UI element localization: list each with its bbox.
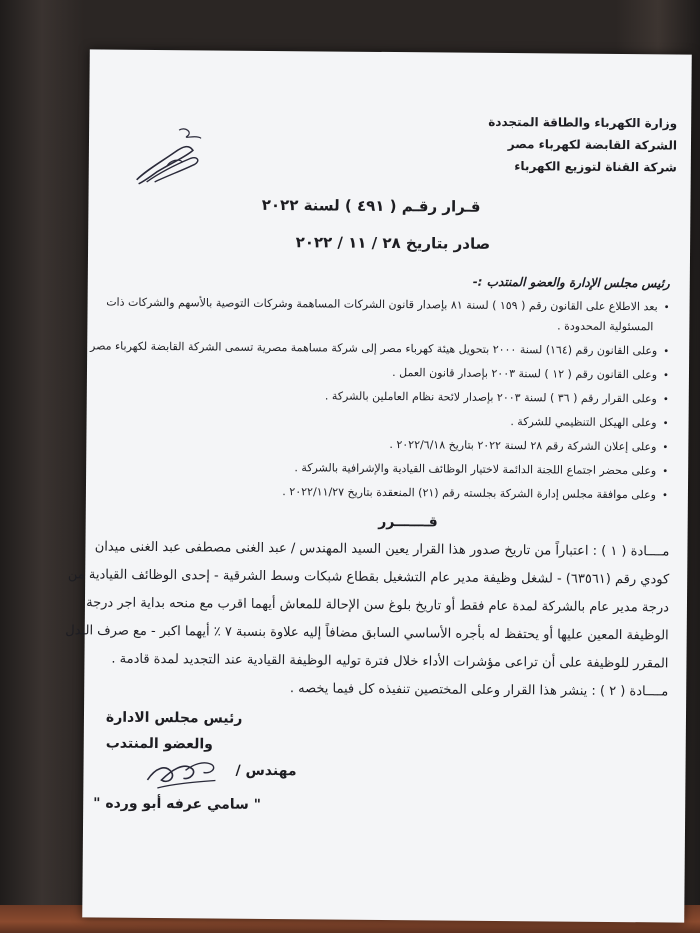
signature-title: رئيس مجلس الادارة bbox=[105, 709, 243, 727]
signature-role: والعضو المنتدب bbox=[105, 735, 213, 753]
consideration-item: •وعلى الهيكل التنظيمي للشركة . bbox=[510, 415, 669, 430]
consideration-item-continued: المسئولية المحدودة . bbox=[557, 319, 654, 334]
consideration-item: •بعد الاطلاع على القانون رقم ( ١٥٩ ) لسنة ٨١ بإصدار قانون الشركات المساهمة وشركات التوصية بالأسهم والشركات ذات bbox=[106, 295, 670, 314]
decision-title: قـرار رقـم ( ٤٩١ ) لسنة ٢٠٢٢ bbox=[261, 195, 481, 216]
article-2-line: مــــادة ( ٢ ) : ينشر هذا القرار وعلى المختصين تنفيذه كل فيما يخصه . bbox=[289, 681, 669, 700]
handwritten-initials-icon bbox=[127, 122, 220, 193]
holding-company-name: الشركة القابضة لكهرباء مصر bbox=[507, 137, 678, 153]
signatory-name: " سامي عرفه أبو ورده " bbox=[93, 795, 262, 813]
consideration-item: •وعلى إعلان الشركة رقم ٢٨ لسنة ٢٠٢٢ بتاريخ ٢٠٢٢/٦/١٨ . bbox=[389, 438, 669, 454]
article-1-line: المقرر للوظيفة على أن تراعى مؤشرات الأداء خلال فترة توليه الوظيفة القيادية عند التجديد لمدة قادمة . bbox=[111, 651, 669, 672]
decision-date: صادر بتاريخ ٢٨ / ١١ / ٢٠٢٢ bbox=[295, 233, 491, 253]
document-page bbox=[65, 49, 692, 922]
article-1-line: الوظيفة المعين عليها أو يحتفظ له بأجره الأساسي السابق مضافاً إليه علاوة بنسبة ٧ ٪ أيهما اكبر - مع صرف البدل bbox=[65, 623, 669, 644]
consideration-item: •وعلى محضر اجتماع اللجنة الدائمة لاختيار الوظائف القيادية والإشرافية بالشركة . bbox=[294, 461, 669, 478]
signature-engineer-prefix: مهندس / bbox=[235, 762, 297, 780]
distribution-company-name: شركة القناة لتوزيع الكهرباء bbox=[514, 159, 677, 175]
article-1-line: درجة مدير عام بالشركة لمدة عام فقط أو تاريخ بلوغ سن الإحالة للمعاش أيهما اقرب مع منحه بداية اجر درجة bbox=[86, 595, 670, 616]
article-1-line: مــــادة ( ١ ) : اعتباراً من تاريخ صدور هذا القرار يعين السيد المهندس / عبد الغنى مصطفى عبد الغنى ميدان bbox=[94, 539, 670, 560]
consideration-item: •وعلى القرار رقم ( ٣٦ ) لسنة ٢٠٠٣ بإصدار لائحة نظام العاملين بالشركة . bbox=[324, 389, 669, 406]
ministry-name: وزارة الكهرباء والطاقة المتجددة bbox=[488, 114, 678, 131]
consideration-item: •وعلى موافقة مجلس إدارة الشركة بجلسته رقم (٢١) المنعقدة بتاريخ ٢٠٢٢/١١/٢٧ . bbox=[282, 485, 668, 502]
preamble: رئيس مجلس الإدارة والعضو المنتدب :- bbox=[472, 274, 670, 291]
article-1-line: كودي رقم (٦٣٥٦١) - لشغل وظيفة مدير عام التشغيل بقطاع شبكات وسط الشرقية - إحدى الوظائف القيادية من bbox=[67, 567, 670, 588]
decides-heading: قـــــــرر bbox=[378, 513, 438, 531]
consideration-item: •وعلى القانون رقم ( ١٢ ) لسنة ٢٠٠٣ بإصدار قانون العمل . bbox=[392, 366, 670, 382]
consideration-item: •وعلى القانون رقم (١٦٤) لسنة ٢٠٠٠ بتحويل هيئة كهرباء مصر إلى شركة مساهمة مصرية تسمى الشركة القابضة لكهرباء مصر . bbox=[82, 339, 670, 358]
handwritten-signature-icon bbox=[141, 750, 231, 795]
